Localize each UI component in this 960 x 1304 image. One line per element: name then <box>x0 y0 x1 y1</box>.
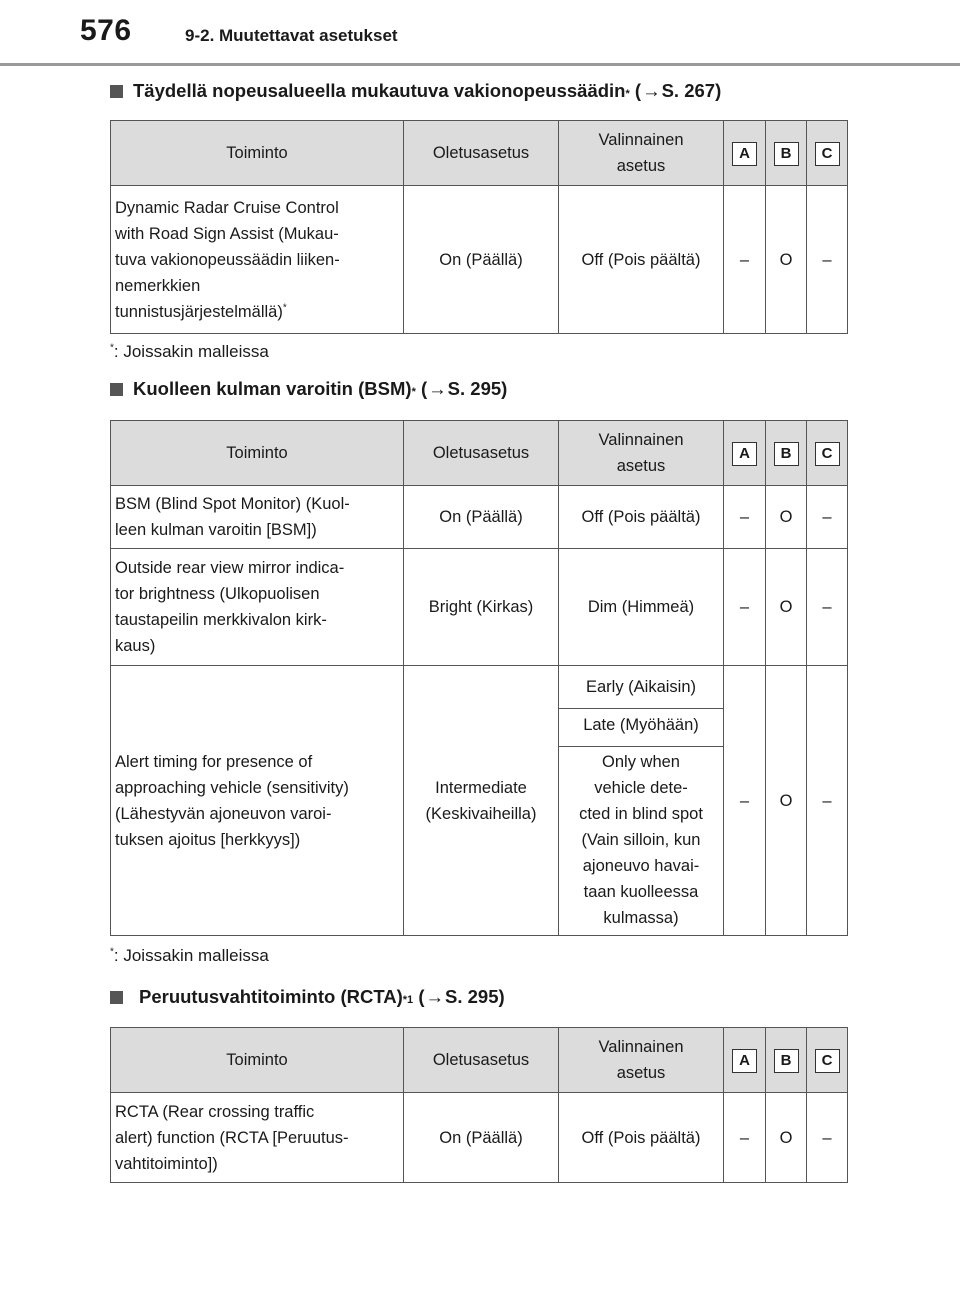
section-title: Peruutusvahtitoiminto (RCTA) <box>139 986 403 1007</box>
cell-a: – <box>724 186 766 334</box>
settings-table-acc <box>110 120 848 334</box>
cell-c: – <box>807 1093 848 1183</box>
default-cell: On (Päällä) <box>404 486 559 549</box>
settings-table-rcta <box>110 1027 848 1183</box>
table-header-row <box>111 421 848 486</box>
footnote: *: Joissakin malleissa <box>110 946 269 965</box>
column-header-function: Toiminto <box>111 1028 404 1093</box>
bullet-square-icon <box>110 85 123 98</box>
column-header-c: C <box>815 1049 840 1073</box>
column-header-default: Oletusasetus <box>404 421 559 486</box>
function-cell: BSM (Blind Spot Monitor) (Kuol- leen kulman varoitin [BSM]) <box>111 486 404 549</box>
chapter-title: 9-2. Muutettavat asetukset <box>185 26 398 45</box>
page-reference-link[interactable]: S. 295 <box>445 986 499 1007</box>
section-heading-bsm: Kuolleen kulman varoitin (BSM) * ( → S. 295 ) <box>110 378 507 400</box>
table-header-row <box>111 121 848 186</box>
page-reference-link[interactable]: S. 295 <box>447 378 502 399</box>
section-title: Kuolleen kulman varoitin (BSM) <box>133 378 412 399</box>
option-item: Only when vehicle dete- cted in blind spot (Vain silloin, kun ajoneuvo havai- taan kuolleessa kulmassa) <box>579 752 703 927</box>
default-cell: Intermediate (Keskivaiheilla) <box>404 666 559 936</box>
table-row <box>111 1093 848 1183</box>
table-row <box>111 549 848 666</box>
table-row <box>111 486 848 549</box>
default-cell: On (Päällä) <box>404 1093 559 1183</box>
settings-table-bsm <box>110 420 848 936</box>
cell-b: O <box>766 549 807 666</box>
column-header-a: A <box>732 1049 757 1073</box>
cell-b: O <box>766 666 807 936</box>
default-cell: On (Päällä) <box>404 186 559 334</box>
arrow-icon: → <box>428 378 447 399</box>
column-header-b: B <box>774 142 799 166</box>
function-cell: RCTA (Rear crossing traffic alert) function (RCTA [Peruutus- vahtitoiminto]) <box>111 1093 404 1183</box>
optional-options-cell <box>559 666 724 936</box>
optional-cell: Dim (Himmeä) <box>559 549 724 666</box>
page-reference-link[interactable]: S. 267 <box>661 80 716 101</box>
column-header-a: A <box>732 142 757 166</box>
table-row <box>111 186 848 334</box>
section-heading-rcta: Peruutusvahtitoiminto (RCTA) *1 ( → S. 295 ) <box>110 986 505 1008</box>
optional-cell: Off (Pois päältä) <box>559 1093 724 1183</box>
column-header-c: C <box>815 142 840 166</box>
option-item: Early (Aikaisin) <box>559 671 723 709</box>
cell-b: O <box>766 186 807 334</box>
column-header-function: Toiminto <box>111 121 404 186</box>
column-header-default: Oletusasetus <box>404 121 559 186</box>
cell-c: – <box>807 186 848 334</box>
cell-a: – <box>724 666 766 936</box>
optional-cell: Off (Pois päältä) <box>559 486 724 549</box>
column-header-b: B <box>774 1049 799 1073</box>
optional-cell: Off (Pois päältä) <box>559 186 724 334</box>
cell-a: – <box>724 486 766 549</box>
column-header-function: Toiminto <box>111 421 404 486</box>
bullet-square-icon <box>110 383 123 396</box>
default-cell: Bright (Kirkas) <box>404 549 559 666</box>
cell-c: – <box>807 549 848 666</box>
header-divider <box>0 63 960 66</box>
function-cell: Dynamic Radar Cruise Control with Road Sign Assist (Mukau- tuva vakionopeussäädin liiken- nemerkkien tunnistusjärjestelmällä)* <box>111 186 404 334</box>
function-cell: Outside rear view mirror indica- tor brightness (Ulkopuolisen taustapeilin merkkivalon kirk- kaus) <box>111 549 404 666</box>
arrow-icon: → <box>642 80 661 101</box>
page-number: 576 <box>80 14 132 47</box>
column-header-optional: Valinnainen asetus <box>559 121 724 186</box>
section-title: Täydellä nopeusalueella mukautuva vakionopeussäädin <box>133 80 626 101</box>
footnote: *: Joissakin malleissa <box>110 342 269 361</box>
cell-c: – <box>807 666 848 936</box>
cell-a: – <box>724 1093 766 1183</box>
column-header-default: Oletusasetus <box>404 1028 559 1093</box>
column-header-a: A <box>732 442 757 466</box>
cell-b: O <box>766 486 807 549</box>
column-header-b: B <box>774 442 799 466</box>
option-item: Late (Myöhään) <box>559 709 723 747</box>
column-header-optional: Valinnainen asetus <box>559 421 724 486</box>
cell-b: O <box>766 1093 807 1183</box>
column-header-optional: Valinnainen asetus <box>559 1028 724 1093</box>
table-row <box>111 666 848 936</box>
function-cell: Alert timing for presence of approaching vehicle (sensitivity) (Lähestyvän ajoneuvon varoi- tuksen ajoitus [herkkyys]) <box>111 666 404 936</box>
column-header-c: C <box>815 442 840 466</box>
bullet-square-icon <box>110 991 123 1004</box>
table-header-row <box>111 1028 848 1093</box>
cell-c: – <box>807 486 848 549</box>
cell-a: – <box>724 549 766 666</box>
arrow-icon: → <box>425 986 444 1007</box>
section-heading-acc: Täydellä nopeusalueella mukautuva vakionopeussäädin * ( → S. 267 ) <box>110 80 721 102</box>
